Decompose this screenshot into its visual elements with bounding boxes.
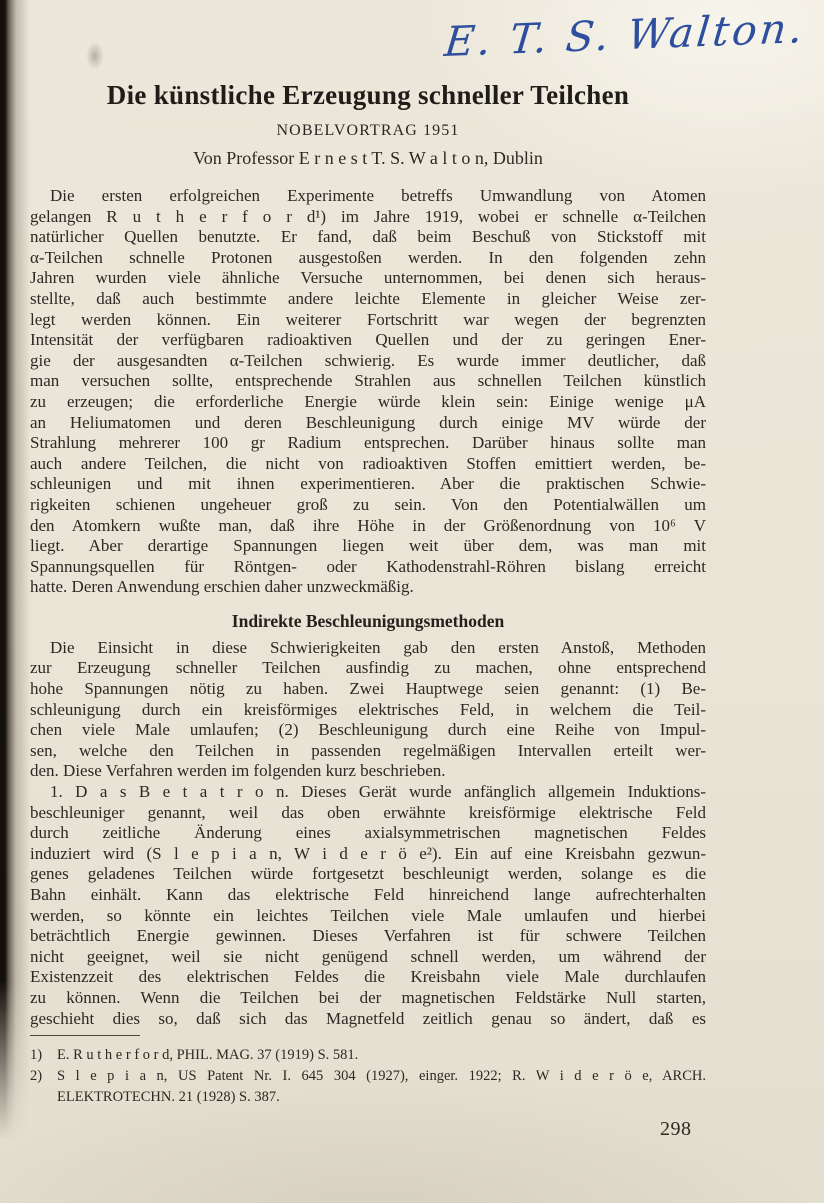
text-line: stellte, daß auch bestimmte andere leichte Elemente in gleicher Weise zer- [30,288,706,308]
text-line: zu erzeugen; die erforderliche Energie würde klein sein: Einige wenige μA [30,391,706,411]
lecture-subtitle: NOBELVORTRAG 1951 [276,122,460,139]
text-line: S l e p i a n, US Patent Nr. I. 645 304 (1927), einger. 1922; R. W i d e r ö e, ARCH. [57,1068,706,1085]
text-line: 1. D a s B e t a t r o n. Dieses Gerät wurde anfänglich allgemein Induktions- [50,782,706,802]
text-line: Die Einsicht in diese Schwierigkeiten gab den ersten Anstoß, Methoden [50,637,706,657]
text-line: schleunigen und mit ihnen experimentieren. Aber die praktischen Schwie- [30,474,706,494]
footnote [30,1045,706,1066]
page-content [30,0,706,1108]
text-line: auch andere Teilchen, die nicht von radioaktiven Stoffen emittiert werden, be- [30,453,706,473]
text-line: Spannungsquellen für Röntgen- oder Kathodenstrahl-Röhren bislang erreicht [30,556,706,576]
text-line: induziert wird (S l e p i a n, W i d e r ö e²). Ein auf eine Kreisbahn gezwun- [30,843,706,863]
paragraph [30,638,706,782]
text-line: E. R u t h e r f o r d, PHIL. MAG. 37 (1919) S. 581. [57,1047,359,1064]
book-gutter-shadow [0,0,30,1140]
text-line: geschieht dies so, daß sich das Magnetfeld zeitlich genau so ändert, daß es [30,1008,706,1028]
text-line: legt werden können. Ein weiterer Fortschritt war wegen der begrenzten [30,309,706,329]
page-number: 298 [660,1118,692,1140]
article-title: Die künstliche Erzeugung schneller Teilchen [106,80,630,110]
text-line: gelangen R u t h e r f o r d¹) im Jahre 1919, wobei er schnelle α-Teilchen [30,206,706,226]
text-line: natürlicher Quellen benutzte. Er fand, daß beim Beschuß von Stickstoff mit [30,227,706,247]
text-line: werden, so könnte ein leichtes Teilchen viele Male umlaufen und hierbei [30,905,706,925]
text-line: rigkeiten schienen ungeheuer groß zu sein. Von den Potentialwällen um [30,494,706,514]
paragraph [30,186,706,598]
text-line: beträchtlich Energie gewinnen. Dieses Verfahren ist für schwere Teilchen [30,926,706,946]
text-line: liegt. Aber derartige Spannungen liegen weit über dem, was man mit [30,536,706,556]
footnote-divider [30,1035,140,1036]
text-line: hohe Spannungen nötig zu haben. Zwei Hauptwege seien genannt: (1) Be- [30,679,706,699]
footnotes-section [30,1035,706,1108]
footnote [30,1066,706,1108]
text-line: genes geladenes Teilchen würde fortgesetzt beschleunigt werden, solange es die [30,864,706,884]
text-line: schleunigung durch ein kreisförmiges elektrisches Feld, in welchem die Teil- [30,699,706,719]
document-body [30,186,706,1029]
section-heading: Indirekte Beschleunigungsmethoden [231,610,505,631]
text-line: gie der ausgesandten α-Teilchen schwierig. Es wurde immer deutlicher, daß [30,350,706,370]
text-line: beschleuniger genannt, weil das oben erwähnte kreisförmige elektrische Feld [30,802,706,822]
text-line: man versuchen sollte, entsprechende Strahlen aus schnellen Teilchen künstlich [30,371,706,391]
text-line: Jahren wurden viele ähnliche Versuche unternommen, bei denen sich heraus- [30,268,706,288]
text-line: zu können. Wenn die Teilchen bei der magnetischen Feldstärke Null starten, [30,987,706,1007]
footnote-marker: 2) [30,1068,43,1085]
footnotes-list [30,1045,706,1108]
footnote-marker: 1) [30,1047,43,1064]
text-line: Intensität der verfügbaren radioaktiven Quellen und der zu geringen Ener- [30,330,706,350]
text-line: an Heliumatomen und deren Beschleunigung durch einige MV würde der [30,412,706,432]
author-byline: Von Professor E r n e s t T. S. W a l t o n, Dublin [193,148,543,168]
text-line: Existenzzeit des elektrischen Feldes die Kreisbahn viele Male durchlaufen [30,967,706,987]
text-line: Bahn einhält. Kann das elektrische Feld hinreichend lange aufrechterhalten [30,885,706,904]
text-line: durch zeitliche Änderung eines axialsymmetrischen magnetischen Feldes [30,823,706,843]
handwritten-signature: E. T. S. Walton. [442,4,808,67]
text-line: chen viele Male umlaufen; (2) Beschleunigung durch eine Reihe von Impul- [30,720,706,740]
text-line: α-Teilchen schnelle Protonen ausgestoßen werden. In den folgenden zehn [30,247,706,267]
text-line: hatte. Deren Anwendung erschien daher unzweckmäßig. [30,577,414,597]
text-line: Strahlung mehrerer 100 gr Radium entsprechen. Darüber hinaus sollte man [30,433,706,453]
text-line: Die ersten erfolgreichen Experimente betreffs Umwandlung von Atomen [50,186,706,205]
text-line: den. Diese Verfahren werden im folgenden kurz beschrieben. [30,761,446,781]
paragraph [30,782,706,1029]
text-line: den Atomkern wußte man, daß ihre Höhe in der Größenordnung von 10⁶ V [30,515,706,535]
text-line: sen, welche den Teilchen in passenden regelmäßigen Intervallen erteilt wer- [30,740,706,760]
text-line: zur Erzeugung schneller Teilchen ausfindig zu machen, ohne entsprechend [30,658,706,678]
text-line: ELEKTROTECHN. 21 (1928) S. 387. [57,1089,280,1106]
text-line: nicht geeignet, weil sie nicht genügend schnell werden, um während der [30,946,706,966]
